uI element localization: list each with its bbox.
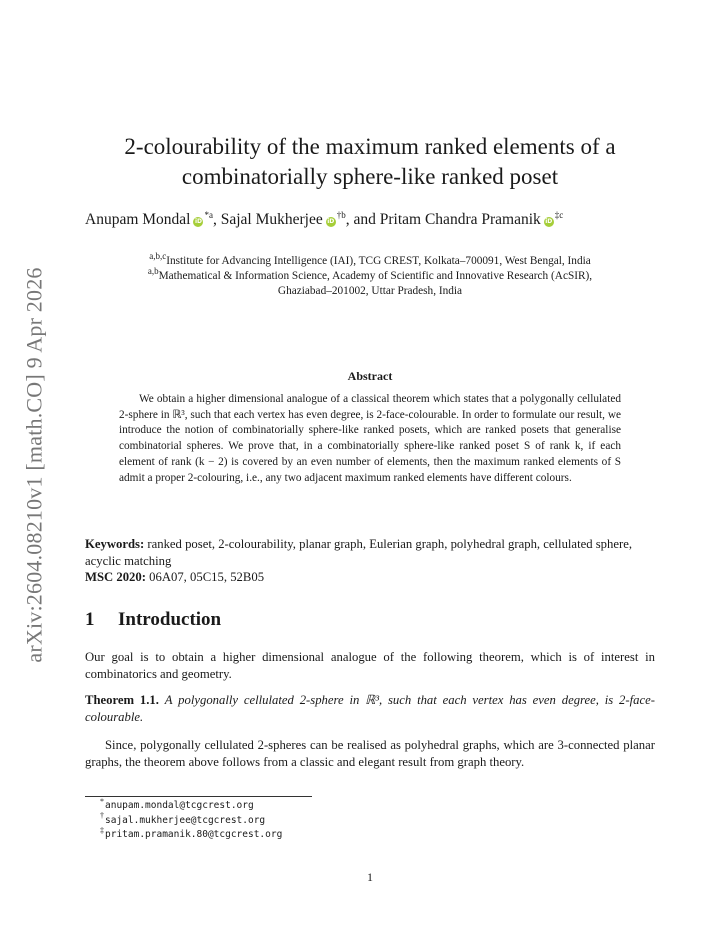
author-2-name: Sajal Mukherjee: [220, 211, 323, 228]
abstract-text: We obtain a higher dimensional analogue of a classical theorem which states that a polygonally cellulated 2-sphere in ℝ³, such that each vertex has even degree, is 2-face-colourable. In order to formulate our result, we introduce the notion of combinatorially sphere-like ranked posets, which are ranked posets that generalise combinatorial spheres. We prove that, in a combinatorially sphere-like ranked poset S of rank k, if each element of rank (k − 2) is covered by an even number of elements, then the maximum ranked elements of S admit a proper 2-colouring, i.e., any two adjacent maximum ranked elements have different colours.: [119, 393, 621, 484]
orcid-icon[interactable]: iD: [545, 218, 553, 225]
keywords-text: ranked poset, 2-colourability, planar graph, Eulerian graph, polyhedral graph, cellulated sphere, acyclic matching: [85, 537, 633, 568]
section-heading: [85, 609, 655, 631]
intro-paragraph-1: Our goal is to obtain a higher dimensional analogue of the following theorem, which is of interest in combinatorics and geometry.: [85, 650, 655, 681]
section-number: 1: [85, 609, 95, 630]
affiliation-1-mark: a,b,c: [149, 251, 167, 262]
orcid-icon[interactable]: iD: [194, 218, 202, 225]
author-list: Anupam Mondal $iD^{*a}$, Sajal Mukherjee $iD^{\dagger b}$, and Pritam Chandra Pramanik $iD^{\ddagger c}$: [85, 209, 564, 228]
intro-paragraph-2: Since, polygonally cellulated 2-spheres can be realised as polyhedral graphs, which are 3-connected planar graphs, the theorem above follows from a classic and elegant result from graph theory.: [85, 738, 655, 769]
author-1-name: Anupam Mondal: [85, 211, 191, 228]
footnote-1: *anupam.mondal@tcgcrest.org: [100, 796, 254, 811]
affiliations: [85, 251, 655, 299]
affiliation-line-2: $^{a,b}$Mathematical & Information Science, Academy of Scientific and Innovative Research (AcSIR),: [147, 266, 593, 282]
footnote-email-link[interactable]: pritam.pramanik.80@tcgcrest.org: [105, 829, 283, 840]
arxiv-id: arXiv:2604.08210v1 [math.CO] 9 Apr 2026: [22, 267, 47, 663]
author-3-name: Pritam Chandra Pramanik: [379, 211, 541, 228]
author-3-mark: ‡c: [554, 209, 564, 220]
footnote-3: ‡pritam.pramanik.80@tcgcrest.org: [100, 825, 283, 840]
orcid-icon[interactable]: iD: [327, 218, 335, 225]
section-title: Introduction: [118, 609, 222, 630]
footnote-email-link[interactable]: sajal.mukherjee@tcgcrest.org: [105, 814, 266, 826]
author-joiner: , and: [345, 211, 380, 228]
footnote-2: †sajal.mukherjee@tcgcrest.org: [100, 811, 266, 826]
affiliation-line-1: $^{a,b,c}$Institute for Advancing Intelligence (IAI), TCG CREST, Kolkata–700091, West Bengal, India: [149, 251, 591, 267]
paper-title: [85, 132, 655, 192]
theorem-statement: A polygonally cellulated 2-sphere in ℝ³, such that each vertex has even degree, is 2-face-colourable.: [85, 693, 655, 724]
author-2-mark: †b: [336, 209, 346, 220]
msc-label: MSC 2020:: [85, 570, 146, 584]
title-line-2: combinatorially sphere-like ranked poset: [181, 164, 559, 189]
affiliation-line-3: Ghaziabad–201002, Uttar Pradesh, India: [277, 285, 463, 297]
affiliation-2-mark: a,b: [147, 266, 159, 277]
footnote-rule: [85, 796, 312, 797]
arxiv-sidebar-stamp: [20, 250, 50, 680]
author-1-mark: *a: [204, 209, 213, 220]
keywords-label: Keywords:: [85, 537, 145, 551]
msc-text: 06A07, 05C15, 52B05: [149, 570, 265, 584]
title-line-1: 2-colourability of the maximum ranked elements of a: [124, 134, 616, 159]
footnote-email-link[interactable]: anupam.mondal@tcgcrest.org: [105, 800, 254, 811]
abstract-heading: Abstract: [347, 369, 393, 383]
theorem-block: [85, 692, 655, 725]
theorem-label: Theorem 1.1.: [85, 693, 159, 707]
keywords-block: [85, 536, 655, 586]
page-number: 1: [367, 870, 373, 884]
footnotes: [100, 796, 500, 843]
